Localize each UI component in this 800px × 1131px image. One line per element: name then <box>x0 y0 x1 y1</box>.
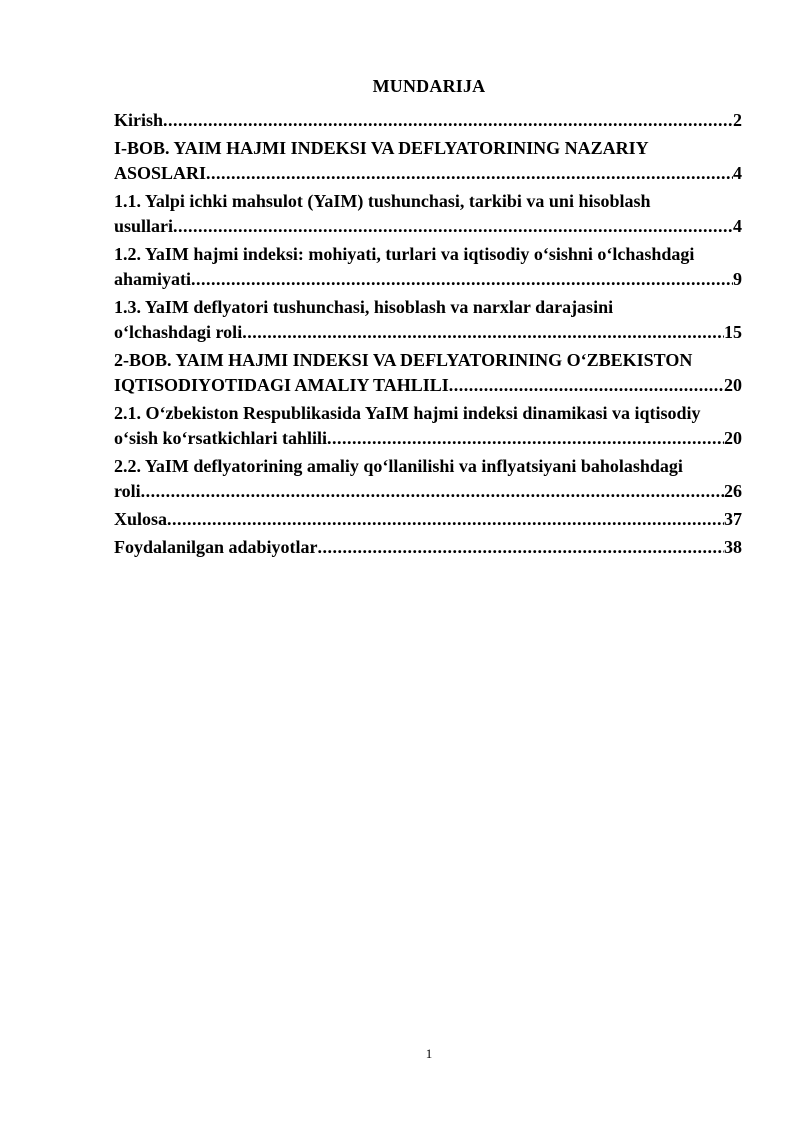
table-of-contents <box>114 108 742 563</box>
toc-entry-1-1[interactable] <box>114 189 742 239</box>
toc-entry-line <box>114 161 742 186</box>
toc-entry-title: roli <box>114 481 141 501</box>
toc-entry-title: usullari <box>114 216 174 236</box>
toc-title: MUNDARIJA <box>372 76 486 96</box>
toc-entry-title-line1: 2-BOB. YAIM HAJMI INDEKSI VA DEFLYATORINING O‘ZBEKISTON <box>114 350 693 370</box>
toc-entry-adabiyotlar[interactable] <box>114 535 742 560</box>
toc-dot-leader <box>191 267 733 292</box>
toc-entry-1-3[interactable] <box>114 295 742 345</box>
toc-dot-leader <box>206 161 733 186</box>
toc-entry-title: IQTISODIYOTIDAGI AMALIY TAHLILI <box>114 375 449 395</box>
toc-entry-line <box>114 108 742 133</box>
toc-entry-page: 38 <box>724 537 742 557</box>
toc-entry-title: o‘lchashdagi roli <box>114 322 243 342</box>
toc-entry-chapter-2[interactable] <box>114 348 742 398</box>
toc-entry-title: Xulosa <box>114 509 168 529</box>
toc-entry-kirish[interactable] <box>114 108 742 133</box>
toc-entry-title-line1: 1.2. YaIM hajmi indeksi: mohiyati, turlari va iqtisodiy o‘sishni o‘lchashdagi <box>114 244 695 264</box>
toc-entry-page: 20 <box>724 375 742 395</box>
toc-dot-leader <box>173 214 733 239</box>
toc-entry-line <box>114 507 742 532</box>
toc-entry-page: 37 <box>724 509 742 529</box>
toc-entry-2-1[interactable] <box>114 401 742 451</box>
toc-entry-page: 2 <box>733 110 742 130</box>
toc-entry-line <box>114 426 742 451</box>
toc-dot-leader <box>318 535 724 560</box>
toc-entry-xulosa[interactable] <box>114 507 742 532</box>
page-number: 1 <box>425 1046 433 1061</box>
toc-entry-2-2[interactable] <box>114 454 742 504</box>
toc-entry-page: 26 <box>724 481 742 501</box>
toc-entry-title-line1: I-BOB. YAIM HAJMI INDEKSI VA DEFLYATORINING NAZARIY <box>114 138 649 158</box>
toc-entry-line <box>114 267 742 292</box>
toc-entry-title-line1: 2.1. O‘zbekiston Respublikasida YaIM hajmi indeksi dinamikasi va iqtisodiy <box>114 403 701 423</box>
toc-entry-title-line1: 1.3. YaIM deflyatori tushunchasi, hisoblash va narxlar darajasini <box>114 297 614 317</box>
toc-dot-leader <box>242 320 724 345</box>
toc-entry-title: o‘sish ko‘rsatkichlari tahlili <box>114 428 328 448</box>
toc-entry-title-line1: 1.1. Yalpi ichki mahsulot (YaIM) tushunchasi, tarkibi va uni hisoblash <box>114 191 651 211</box>
toc-dot-leader <box>163 108 733 133</box>
toc-dot-leader <box>141 479 724 504</box>
toc-entry-line <box>114 535 742 560</box>
toc-dot-leader <box>449 373 724 398</box>
toc-entry-line <box>114 373 742 398</box>
toc-entry-line <box>114 320 742 345</box>
toc-entry-title: Foydalanilgan adabiyotlar <box>114 537 318 557</box>
toc-entry-title: ahamiyati <box>114 269 192 289</box>
toc-entry-title-line1: 2.2. YaIM deflyatorining amaliy qo‘llanilishi va inflyatsiyani baholashdagi <box>114 456 683 476</box>
toc-entry-page: 15 <box>724 322 742 342</box>
toc-entry-chapter-1[interactable] <box>114 136 742 186</box>
toc-dot-leader <box>327 426 724 451</box>
toc-entry-title: ASOSLARI <box>114 163 207 183</box>
toc-entry-page: 20 <box>724 428 742 448</box>
toc-entry-1-2[interactable] <box>114 242 742 292</box>
toc-entry-page: 9 <box>733 269 742 289</box>
toc-entry-line <box>114 214 742 239</box>
toc-dot-leader <box>167 507 724 532</box>
toc-entry-page: 4 <box>733 216 742 236</box>
toc-entry-page: 4 <box>733 163 742 183</box>
toc-entry-line <box>114 479 742 504</box>
toc-entry-title: Kirish <box>114 110 164 130</box>
